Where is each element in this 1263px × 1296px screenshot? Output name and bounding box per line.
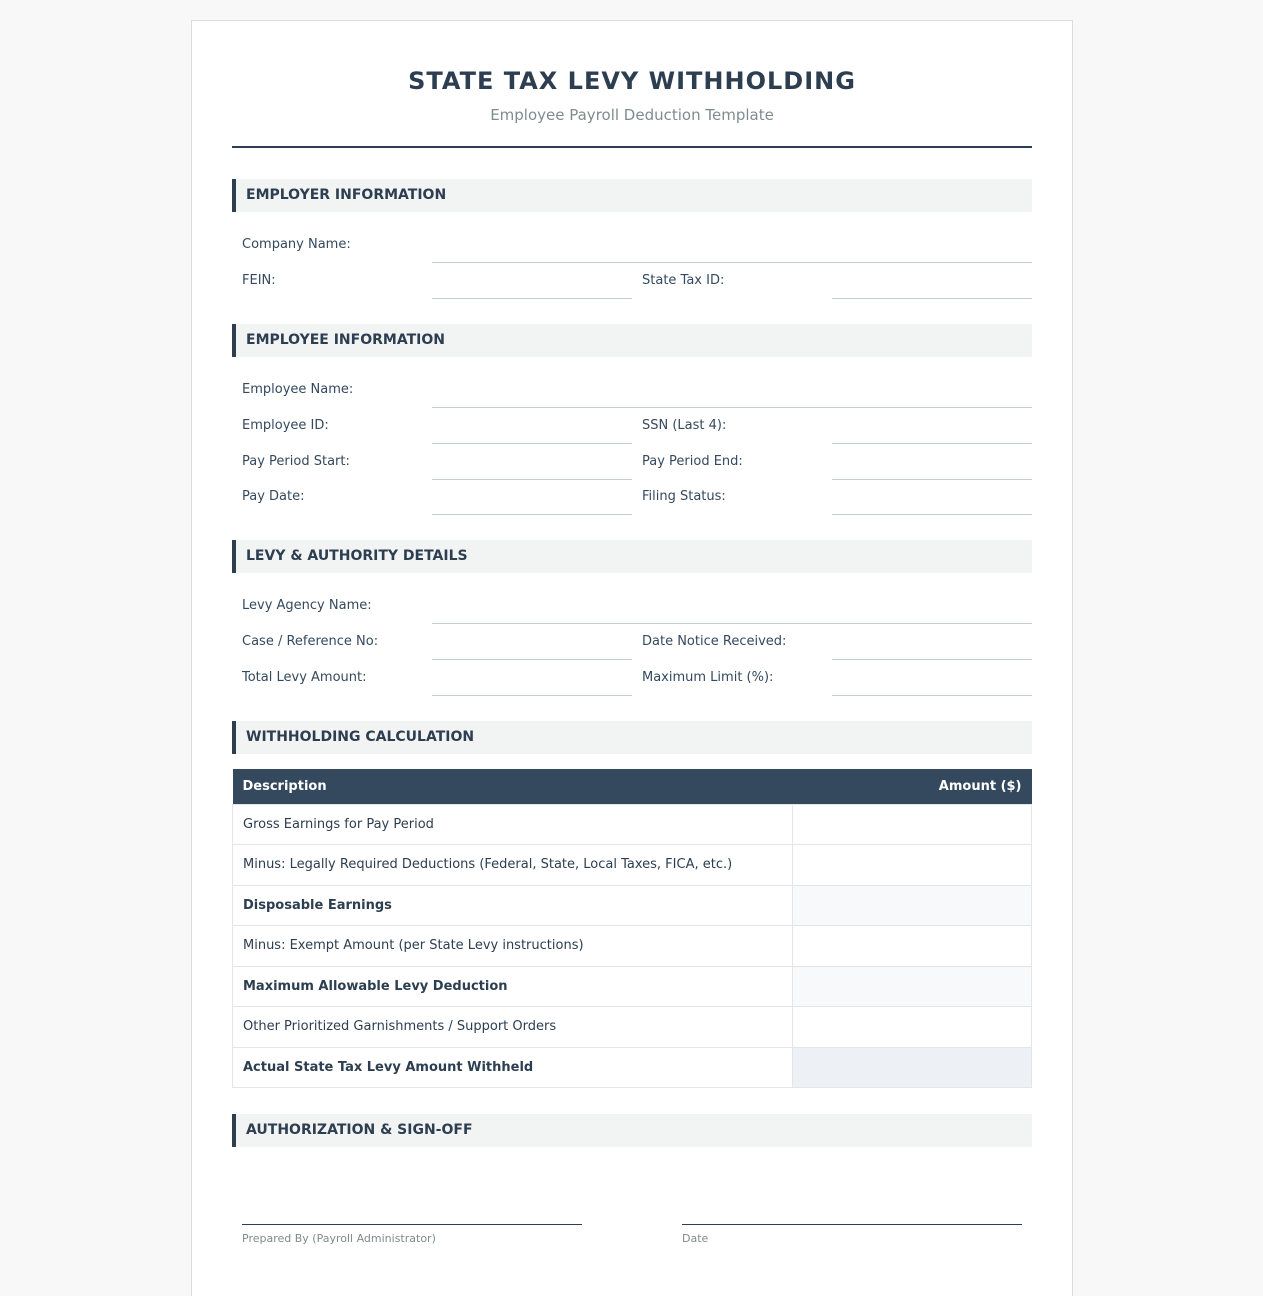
prepared-by-label: Prepared By (Payroll Administrator) [242, 1232, 436, 1245]
levy-agency-label: Levy Agency Name: [242, 598, 372, 613]
pay-period-end-field[interactable] [832, 479, 1032, 480]
table-row [233, 845, 1032, 886]
table-row [233, 966, 1032, 1007]
amount-cell[interactable] [793, 1007, 1032, 1048]
row-description: Maximum Allowable Levy Deduction [233, 966, 793, 1007]
employee-name-label: Employee Name: [242, 382, 354, 397]
amount-cell[interactable] [793, 845, 1032, 886]
pay-date-label: Pay Date: [242, 489, 305, 504]
case-reference-label: Case / Reference No: [242, 634, 379, 649]
amount-cell[interactable] [793, 804, 1032, 845]
row-description: Actual State Tax Levy Amount Withheld [233, 1047, 793, 1088]
withholding-calculation-table [232, 769, 1032, 1088]
form-title: STATE TAX LEVY WITHHOLDING [408, 67, 856, 95]
row-description: Other Prioritized Garnishments / Support Orders [233, 1007, 793, 1048]
column-header-description: Description [233, 769, 793, 804]
employee-id-field[interactable] [432, 443, 632, 444]
filing-status-field[interactable] [832, 514, 1032, 515]
pay-period-start-label: Pay Period Start: [242, 454, 350, 469]
fein-label: FEIN: [242, 273, 276, 288]
column-header-amount: Amount ($) [793, 769, 1032, 804]
section-title: AUTHORIZATION & SIGN-OFF [246, 1122, 473, 1138]
header-divider [232, 146, 1032, 148]
ssn-field[interactable] [832, 443, 1032, 444]
row-description: Disposable Earnings [233, 885, 793, 926]
levy-agency-field[interactable] [432, 623, 1032, 624]
form-page [191, 20, 1073, 1296]
date-notice-received-field[interactable] [832, 659, 1032, 660]
section-header-calculation [232, 721, 1032, 754]
section-header-authorization [232, 1114, 1032, 1147]
state-tax-id-label: State Tax ID: [642, 273, 725, 288]
maximum-limit-field[interactable] [832, 695, 1032, 696]
company-name-field[interactable] [432, 262, 1032, 263]
section-header-employee [232, 324, 1032, 357]
row-description: Minus: Exempt Amount (per State Levy instructions) [233, 926, 793, 967]
date-signature-line[interactable] [682, 1224, 1022, 1225]
company-name-label: Company Name: [242, 237, 351, 252]
pay-period-start-field[interactable] [432, 479, 632, 480]
form-subtitle: Employee Payroll Deduction Template [490, 106, 774, 124]
employee-id-label: Employee ID: [242, 418, 329, 433]
section-header-levy [232, 540, 1032, 573]
row-description: Minus: Legally Required Deductions (Federal, State, Local Taxes, FICA, etc.) [233, 845, 793, 886]
table-row [233, 1007, 1032, 1048]
table-row [233, 885, 1032, 926]
section-title: WITHHOLDING CALCULATION [246, 729, 475, 745]
section-title: LEVY & AUTHORITY DETAILS [246, 548, 468, 564]
date-label: Date [682, 1232, 709, 1245]
table-header-row [233, 769, 1032, 804]
amount-cell[interactable] [793, 885, 1032, 926]
state-tax-id-field[interactable] [832, 298, 1032, 299]
pay-period-end-label: Pay Period End: [642, 454, 743, 469]
table-row [233, 1047, 1032, 1088]
date-notice-received-label: Date Notice Received: [642, 634, 787, 649]
pay-date-field[interactable] [432, 514, 632, 515]
amount-cell[interactable] [793, 926, 1032, 967]
case-reference-field[interactable] [432, 659, 632, 660]
total-levy-amount-label: Total Levy Amount: [242, 670, 367, 685]
employee-name-field[interactable] [432, 407, 1032, 408]
section-title: EMPLOYER INFORMATION [246, 187, 447, 203]
fein-field[interactable] [432, 298, 632, 299]
row-description: Gross Earnings for Pay Period [233, 804, 793, 845]
total-levy-amount-field[interactable] [432, 695, 632, 696]
table-row [233, 926, 1032, 967]
ssn-label: SSN (Last 4): [642, 418, 727, 433]
amount-cell[interactable] [793, 966, 1032, 1007]
table-row [233, 804, 1032, 845]
filing-status-label: Filing Status: [642, 489, 726, 504]
maximum-limit-label: Maximum Limit (%): [642, 670, 774, 685]
prepared-by-signature-line[interactable] [242, 1224, 582, 1225]
amount-cell[interactable] [793, 1047, 1032, 1088]
section-header-employer [232, 179, 1032, 212]
section-title: EMPLOYEE INFORMATION [246, 332, 445, 348]
